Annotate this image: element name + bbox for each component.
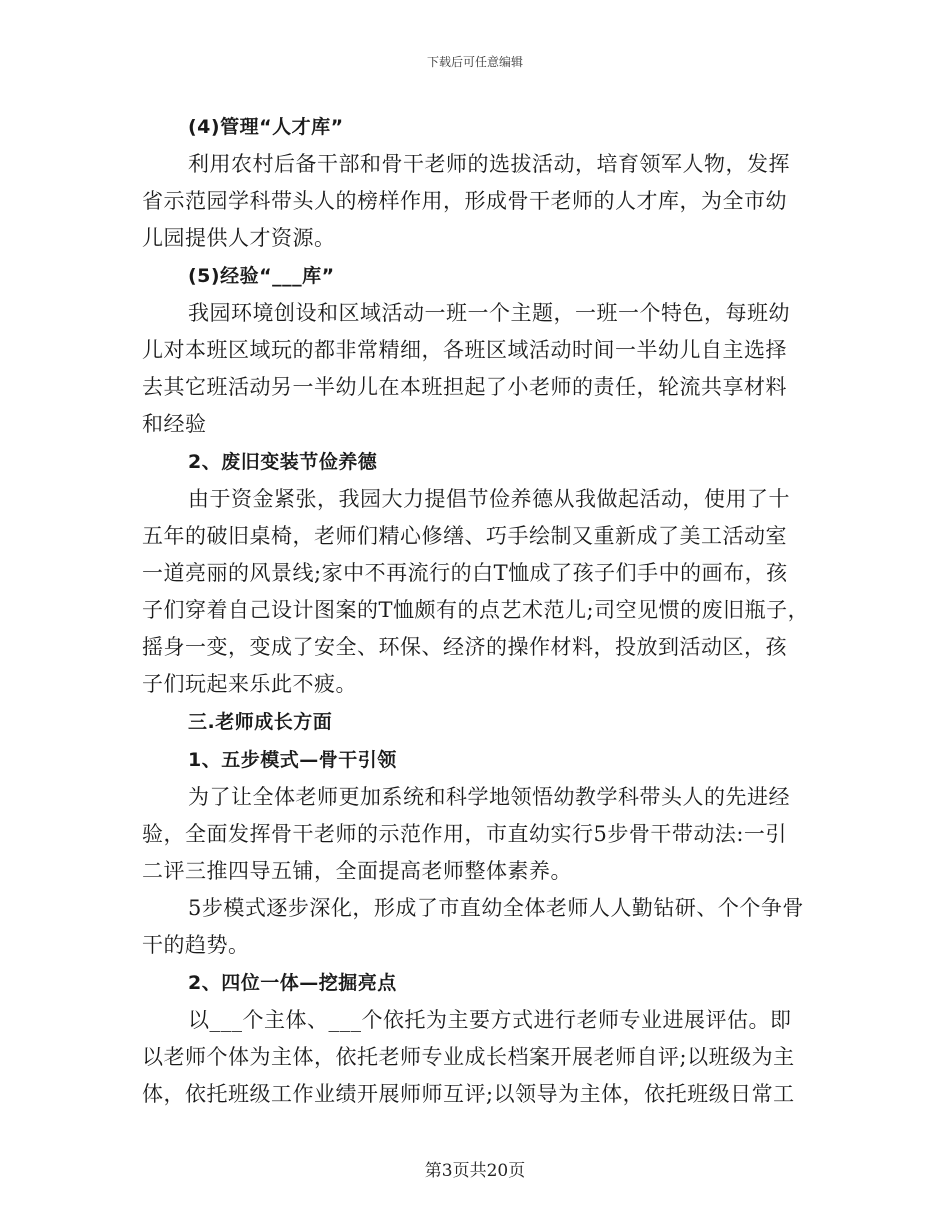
paragraph-line: 摇身一变，变成了安全、环保、经济的操作材料，投放到活动区，孩	[142, 635, 787, 659]
paragraph-line: 儿园提供人才资源。	[142, 226, 336, 250]
section-heading: (4)管理“人才库”	[188, 116, 344, 138]
header-note: 下载后可任意编辑	[426, 55, 523, 69]
section-heading: 2、四位一体—挖掘亮点	[188, 972, 397, 994]
section-heading: 2、废旧变装节俭养德	[188, 451, 378, 473]
section-heading: 1、五步模式—骨干引领	[188, 749, 397, 771]
document-body	[142, 108, 812, 1113]
paragraph-line: 儿对本班区域玩的都非常精细，各班区域活动时间一半幼儿自主选择	[142, 338, 787, 362]
paragraph-line: 一道亮丽的风景线;家中不再流行的白T恤成了孩子们手中的画布，孩	[142, 561, 788, 585]
paragraph-line: 子们穿着自己设计图案的T恤颇有的点艺术范儿;司空见惯的废旧瓶子，	[142, 598, 810, 622]
paragraph-line: 以___个主体、___个依托为主要方式进行老师专业进展评估。即	[188, 1008, 792, 1032]
paragraph-line: 以老师个体为主体，依托老师专业成长档案开展老师自评;以班级为主	[142, 1045, 795, 1069]
paragraph-line: 5步模式逐步深化，形成了市直幼全体老师人人勤钻研、个个争骨	[188, 896, 804, 920]
paragraph-line: 干的趋势。	[142, 933, 250, 957]
paragraph-line: 为了让全体老师更加系统和科学地领悟幼教学科带头人的先进经	[188, 785, 790, 809]
paragraph-line: 利用农村后备干部和骨干老师的选拔活动，培育领军人物，发挥	[188, 152, 790, 176]
paragraph-line: 体，依托班级工作业绩开展师师互评;以领导为主体，依托班级日常工	[142, 1082, 795, 1106]
paragraph-line: 省示范园学科带头人的榜样作用，形成骨干老师的人才库，为全市幼	[142, 189, 787, 213]
paragraph-line: 验，全面发挥骨干老师的示范作用，市直幼实行5步骨干带动法:一引	[142, 822, 787, 846]
paragraph-line: 五年的破旧桌椅，老师们精心修缮、巧手绘制又重新成了美工活动室	[142, 524, 787, 548]
paragraph-line: 子们玩起来乐此不疲。	[142, 672, 357, 696]
paragraph-line: 由于资金紧张，我园大力提倡节俭养德从我做起活动，使用了十	[188, 487, 790, 511]
section-heading: 三.老师成长方面	[188, 711, 333, 733]
paragraph-line: 我园环境创设和区域活动一班一个主题，一班一个特色，每班幼	[188, 301, 790, 325]
paragraph-line: 二评三推四导五铺，全面提高老师整体素养。	[142, 859, 572, 883]
paragraph-line: 和经验	[142, 412, 207, 436]
section-heading: (5)经验“___库”	[188, 265, 335, 287]
paragraph-line: 去其它班活动另一半幼儿在本班担起了小老师的责任，轮流共享材料	[142, 375, 787, 399]
page-footer: 第3页共20页	[424, 1161, 526, 1181]
